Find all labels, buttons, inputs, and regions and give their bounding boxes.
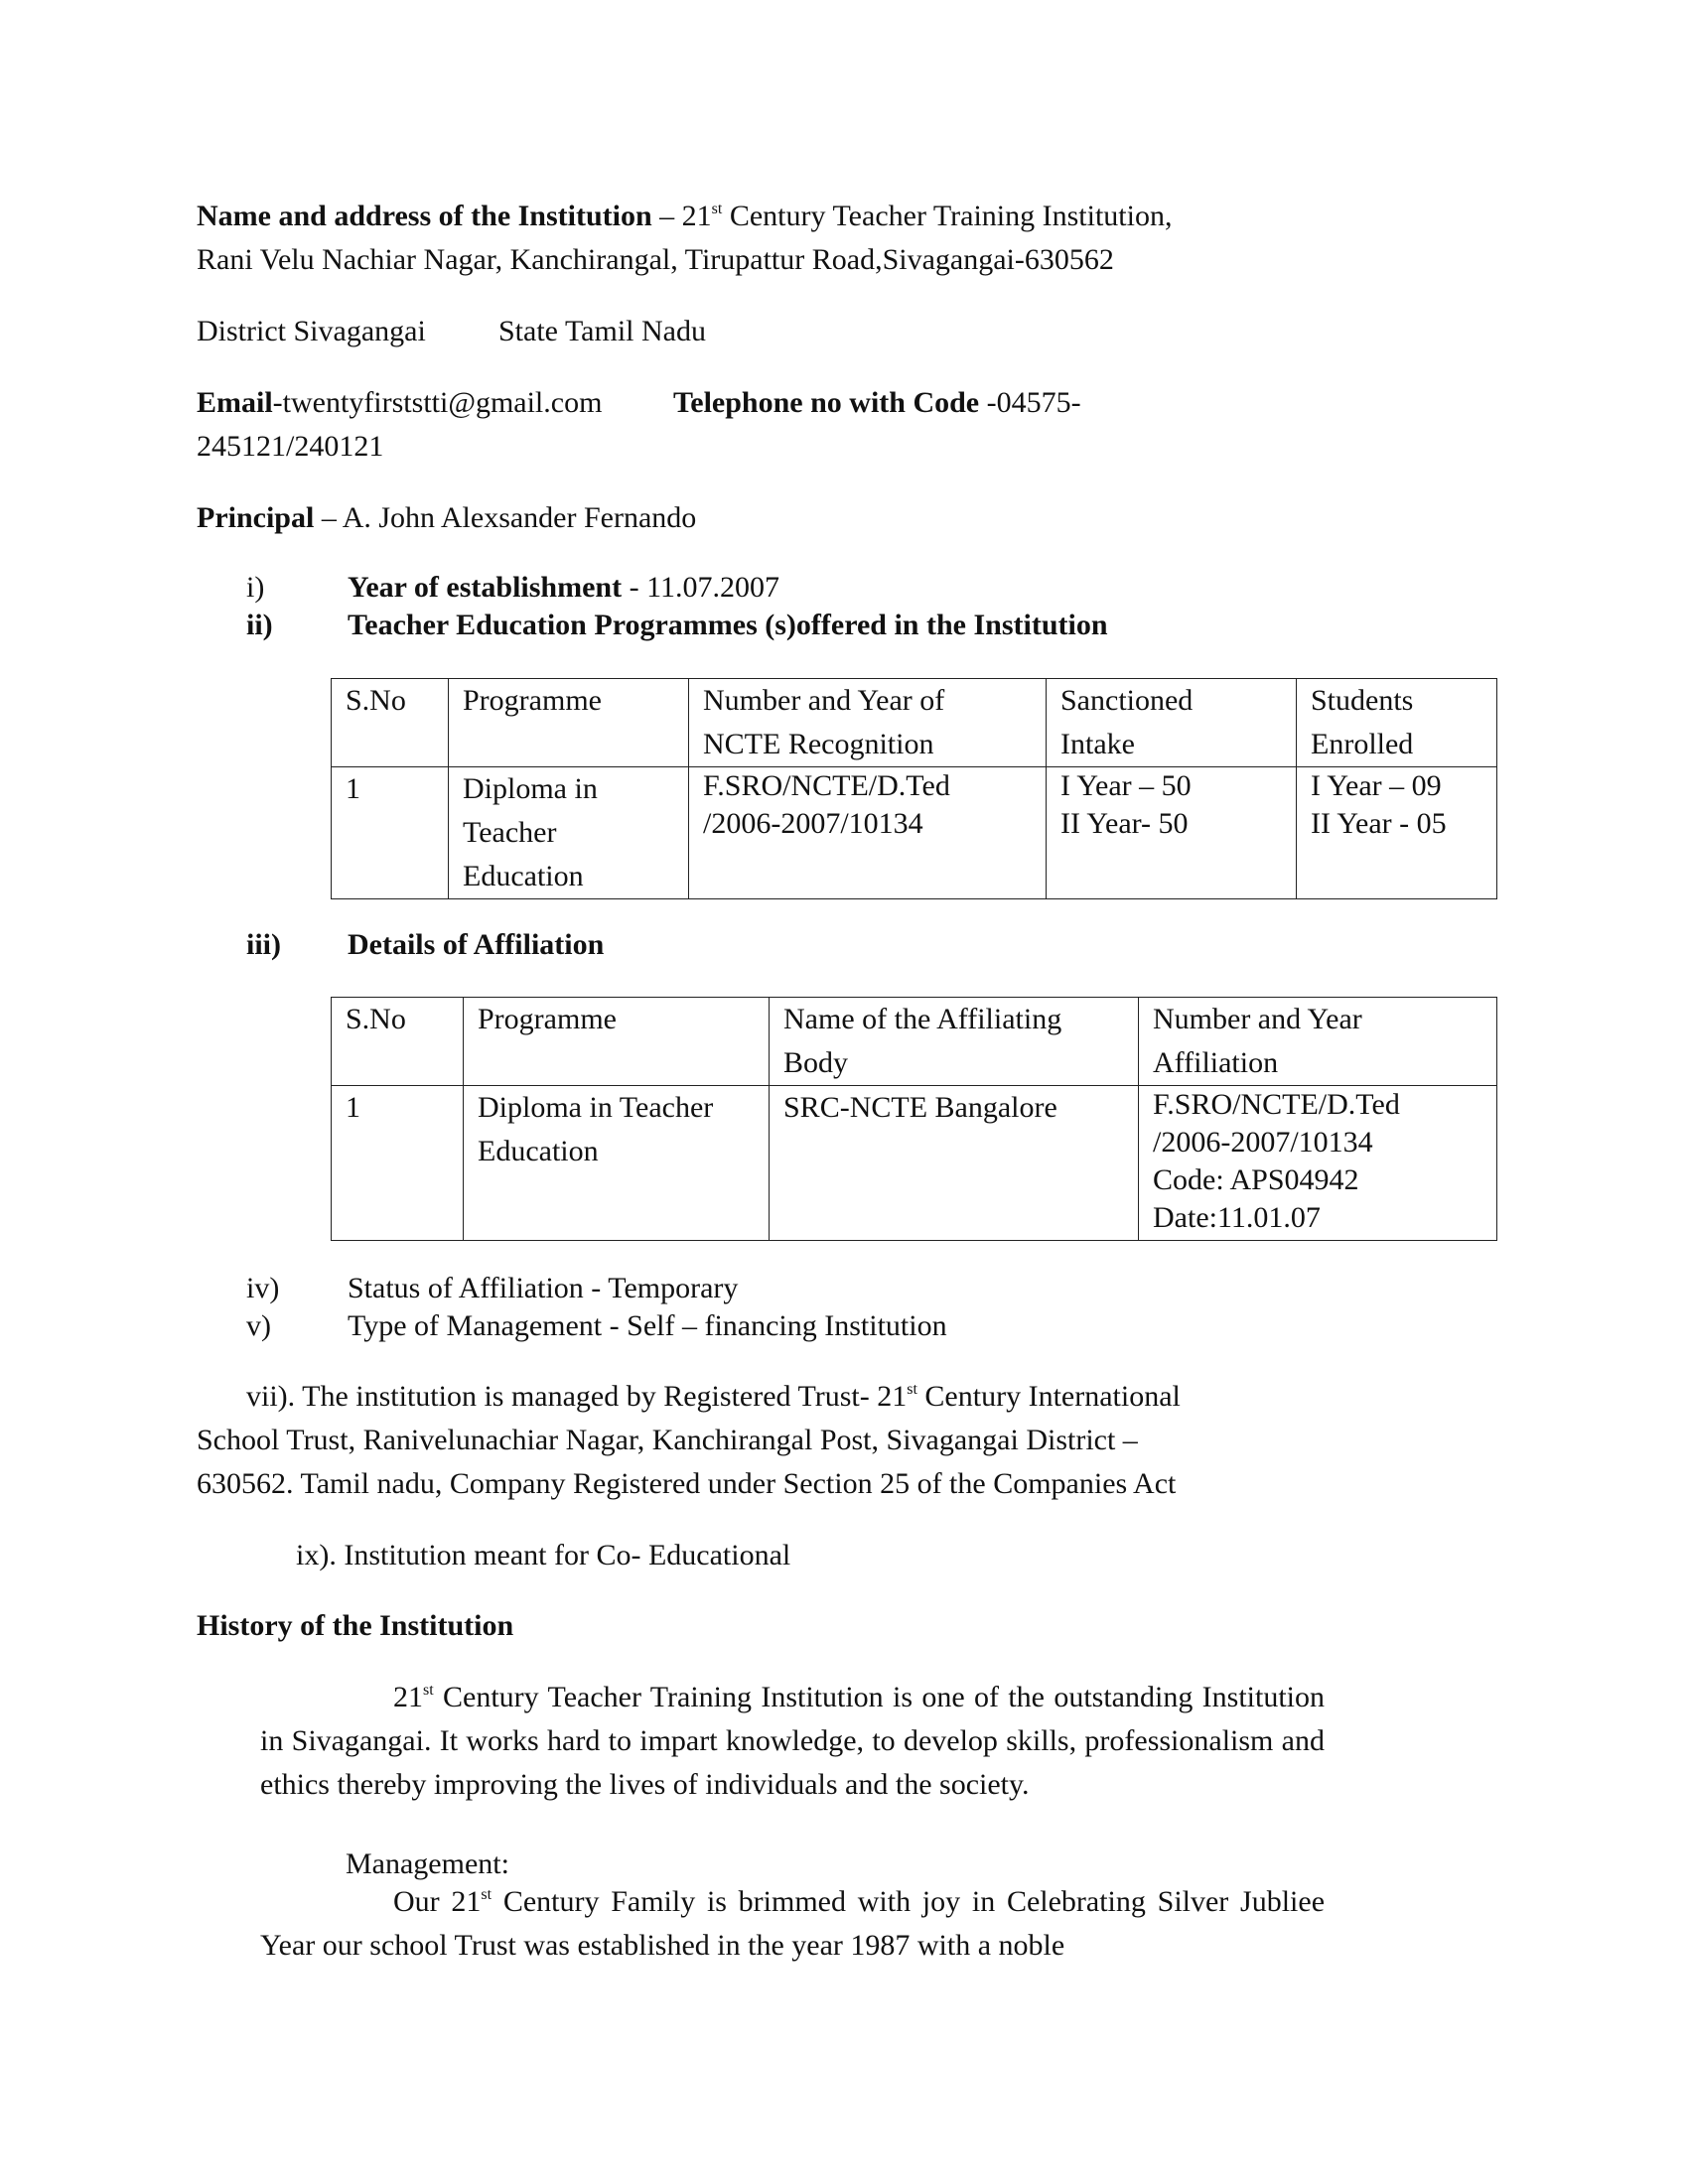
affiliation-heading: Details of Affiliation	[348, 928, 605, 961]
header-body-l2: Body	[783, 1046, 849, 1079]
header-number-l1: Number and Year	[1153, 1003, 1362, 1035]
cell-affiliating-body: SRC-NCTE Bangalore	[770, 1086, 1139, 1241]
email-value: -twentyfirststti@gmail.com	[272, 386, 603, 419]
header-intake-l1: Sanctioned	[1060, 684, 1194, 717]
management-p2-prefix: Our 21	[393, 1885, 482, 1918]
history-p1-sup: st	[423, 1682, 434, 1699]
institution-address: Rani Velu Nachiar Nagar, Kanchirangal, Tirupattur Road,Sivagangai-630562	[197, 243, 1114, 276]
cell-number-year	[1139, 1086, 1497, 1241]
year-established-label: Year of establishment	[348, 571, 623, 604]
cell-programme-l1: Diploma in Teacher	[478, 1091, 714, 1124]
history-p1-rest: Century Teacher Training Institution is one of the outstanding Institution in Sivagangai. It works hard to impart knowledge, to develop skills, professionalism and ethics thereby improving the lives of individuals and the society.	[260, 1681, 1325, 1801]
principal-label: Principal	[197, 501, 315, 534]
trust-l1-sup: st	[907, 1381, 917, 1398]
cell-sno: 1	[332, 767, 449, 899]
cell-programme-l2: Education	[478, 1135, 599, 1167]
cell-intake-l2: II Year- 50	[1060, 807, 1189, 840]
trust-l1-prefix: vii). The institution is managed by Registered Trust- 21	[246, 1380, 908, 1413]
programmes-table	[331, 678, 1497, 899]
history-p1-prefix: 21	[393, 1681, 423, 1713]
email-label: Email	[197, 386, 273, 419]
cell-intake-l1: I Year – 50	[1060, 769, 1192, 802]
item-ii-number: ii)	[246, 609, 273, 641]
management-p2-sup: st	[481, 1886, 492, 1903]
header-recognition-l2: NCTE Recognition	[703, 728, 934, 760]
institution-line	[197, 195, 1172, 238]
phone-line	[673, 381, 1081, 425]
item-v-number: v)	[246, 1309, 271, 1342]
district-text: District Sivagangai	[197, 315, 426, 347]
cell-recognition-l2: /2006-2007/10134	[703, 807, 923, 840]
header-enrolled-l1: Students	[1311, 684, 1414, 717]
cell-enrolled-l1: I Year – 09	[1311, 769, 1442, 802]
coeducational-line: ix). Institution meant for Co- Educational	[296, 1539, 791, 1571]
cell-recognition	[689, 767, 1047, 899]
item-iii-number: iii)	[246, 928, 281, 961]
principal-line	[197, 496, 696, 540]
table-row	[332, 767, 1497, 899]
header-programme: Programme	[464, 998, 770, 1086]
table-row	[332, 1086, 1497, 1241]
trust-line-2: School Trust, Ranivelunachiar Nagar, Kanchirangal Post, Sivagangai District –	[197, 1424, 1138, 1456]
institution-label: Name and address of the Institution	[197, 200, 652, 232]
management-type: Type of Management - Self – financing Institution	[348, 1309, 947, 1342]
header-number-l2: Affiliation	[1153, 1046, 1279, 1079]
contact-line	[197, 381, 602, 425]
cell-number-l3: Code: APS04942	[1153, 1163, 1359, 1196]
item-iv-number: iv)	[246, 1272, 280, 1304]
institution-name-rest: Century Teacher Training Institution,	[722, 200, 1173, 232]
trust-l1-rest: Century International	[916, 1380, 1181, 1413]
principal-value: – A. John Alexsander Fernando	[314, 501, 697, 534]
header-intake	[1047, 679, 1297, 767]
affiliation-table	[331, 997, 1497, 1241]
trust-line-1	[246, 1375, 1181, 1419]
header-affiliating-body	[770, 998, 1139, 1086]
phone-value: -04575-	[979, 386, 1081, 419]
header-enrolled	[1297, 679, 1497, 767]
history-heading: History of the Institution	[197, 1609, 514, 1642]
cell-number-l1: F.SRO/NCTE/D.Ted	[1153, 1088, 1400, 1121]
cell-recognition-l1: F.SRO/NCTE/D.Ted	[703, 769, 950, 802]
affiliation-status: Status of Affiliation - Temporary	[348, 1272, 739, 1304]
header-number-year	[1139, 998, 1497, 1086]
cell-programme-l3: Education	[463, 860, 584, 892]
cell-programme	[449, 767, 689, 899]
cell-enrolled	[1297, 767, 1497, 899]
cell-programme-l1: Diploma in	[463, 772, 598, 805]
header-enrolled-l2: Enrolled	[1311, 728, 1414, 760]
header-sno: S.No	[332, 679, 449, 767]
management-paragraph	[260, 1880, 1325, 1968]
phone-continuation: 245121/240121	[197, 430, 384, 463]
management-label: Management:	[346, 1847, 509, 1880]
history-paragraph	[260, 1676, 1325, 1807]
table-header-row	[332, 679, 1497, 767]
header-body-l1: Name of the Affiliating	[783, 1003, 1062, 1035]
cell-programme	[464, 1086, 770, 1241]
table-header-row	[332, 998, 1497, 1086]
cell-intake	[1047, 767, 1297, 899]
header-recognition	[689, 679, 1047, 767]
phone-label: Telephone no with Code	[673, 386, 980, 419]
state-text: State Tamil Nadu	[498, 315, 706, 347]
programmes-heading: Teacher Education Programmes (s)offered in the Institution	[348, 609, 1108, 641]
cell-enrolled-l2: II Year - 05	[1311, 807, 1447, 840]
cell-programme-l2: Teacher	[463, 816, 557, 849]
cell-number-l4: Date:11.01.07	[1153, 1201, 1321, 1234]
item-i-number: i)	[246, 571, 265, 604]
header-recognition-l1: Number and Year of	[703, 684, 945, 717]
header-sno: S.No	[332, 998, 464, 1086]
management-p2-rest: Century Family is brimmed with joy in Celebrating Silver Jubliee Year our school Trust was established in the year 1987 with a noble	[260, 1885, 1326, 1962]
year-established-value: - 11.07.2007	[622, 571, 779, 604]
institution-dash: –	[651, 200, 682, 232]
cell-sno: 1	[332, 1086, 464, 1241]
header-intake-l2: Intake	[1060, 728, 1135, 760]
cell-number-l2: /2006-2007/10134	[1153, 1126, 1373, 1159]
institution-name-sup: st	[711, 201, 723, 217]
trust-line-3: 630562. Tamil nadu, Company Registered under Section 25 of the Companies Act	[197, 1467, 1177, 1500]
header-programme: Programme	[449, 679, 689, 767]
institution-name-prefix: 21	[681, 200, 712, 232]
